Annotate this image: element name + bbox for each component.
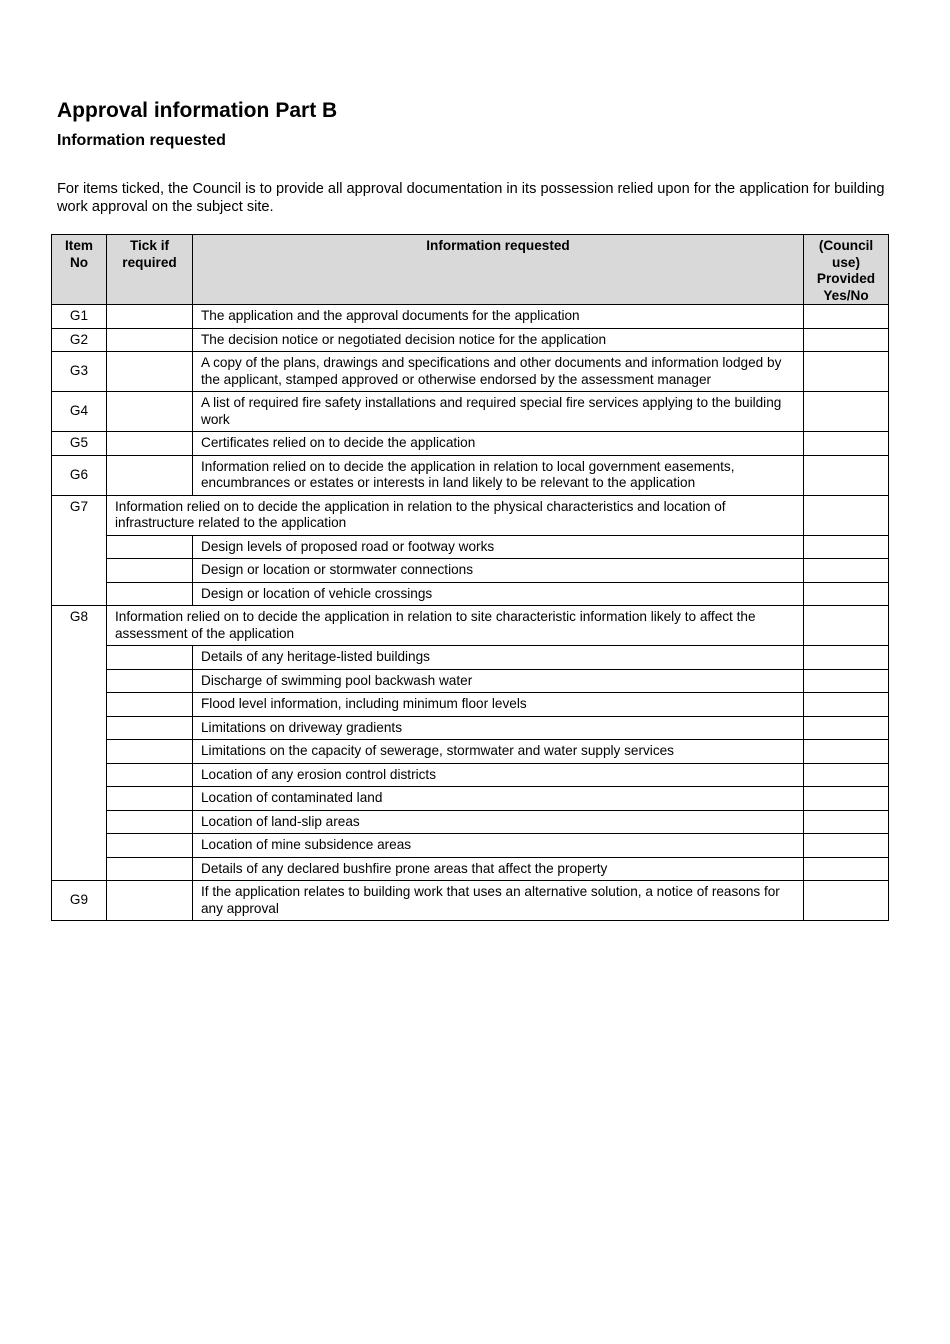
info-text: Location of mine subsidence areas — [193, 834, 804, 858]
info-text: Location of any erosion control districts — [193, 763, 804, 787]
header-tick — [107, 235, 193, 305]
table-row — [52, 328, 889, 352]
header-tick-line1: Tick if — [129, 238, 170, 253]
header-information: Information requested — [193, 235, 804, 305]
info-text: Details of any declared bushfire prone areas that affect the property — [193, 857, 804, 881]
tick-cell[interactable] — [107, 646, 193, 670]
provided-cell[interactable] — [804, 535, 889, 559]
tick-cell[interactable] — [107, 455, 193, 495]
tick-cell[interactable] — [107, 432, 193, 456]
provided-cell[interactable] — [804, 646, 889, 670]
table-row — [52, 432, 889, 456]
provided-cell[interactable] — [804, 392, 889, 432]
provided-cell[interactable] — [804, 606, 889, 646]
information-requested-table — [51, 234, 889, 921]
table-subrow — [52, 857, 889, 881]
item-no: G4 — [52, 392, 107, 432]
provided-cell[interactable] — [804, 582, 889, 606]
header-provided-line4: Yes/No — [823, 287, 869, 303]
table-subrow — [52, 582, 889, 606]
info-text: If the application relates to building work that uses an alternative solution, a notice of reasons for any approval — [193, 881, 804, 921]
tick-cell[interactable] — [107, 763, 193, 787]
tick-cell[interactable] — [107, 716, 193, 740]
item-no: G2 — [52, 328, 107, 352]
info-text: Discharge of swimming pool backwash water — [193, 669, 804, 693]
info-text: A list of required fire safety installations and required special fire services applying to the building work — [193, 392, 804, 432]
info-text: Information relied on to decide the application in relation to local government easements, encumbrances or estates or interests in land likely to be relevant to the application — [193, 455, 804, 495]
info-text: Design or location or stormwater connections — [193, 559, 804, 583]
item-no: G5 — [52, 432, 107, 456]
header-item-no-line1: Item — [65, 238, 93, 253]
info-text: Design levels of proposed road or footway works — [193, 535, 804, 559]
table-subrow — [52, 810, 889, 834]
intro-paragraph: For items ticked, the Council is to provide all approval documentation in its possession relied upon for the application for building work approval on the subject site. — [57, 181, 885, 215]
tick-cell[interactable] — [107, 392, 193, 432]
table-row — [52, 305, 889, 329]
provided-cell[interactable] — [804, 328, 889, 352]
table-subrow — [52, 535, 889, 559]
table-row — [52, 352, 889, 392]
tick-cell[interactable] — [107, 881, 193, 921]
tick-cell[interactable] — [107, 740, 193, 764]
provided-cell[interactable] — [804, 495, 889, 535]
header-provided-line1: (Council — [818, 238, 874, 253]
table-subrow — [52, 763, 889, 787]
provided-cell[interactable] — [804, 305, 889, 329]
provided-cell[interactable] — [804, 881, 889, 921]
provided-cell[interactable] — [804, 740, 889, 764]
page-title-part: Part B — [275, 99, 338, 122]
header-item-no-line2: No — [69, 254, 89, 270]
provided-cell[interactable] — [804, 834, 889, 858]
provided-cell[interactable] — [804, 857, 889, 881]
tick-cell[interactable] — [107, 857, 193, 881]
page-title-main: Approval information — [57, 99, 270, 122]
header-provided-line3: Provided — [816, 271, 876, 286]
provided-cell[interactable] — [804, 810, 889, 834]
info-text: The application and the approval documents for the application — [193, 305, 804, 329]
header-item-no — [52, 235, 107, 305]
table-subrow — [52, 693, 889, 717]
tick-cell[interactable] — [107, 787, 193, 811]
info-text: Location of land-slip areas — [193, 810, 804, 834]
table-subrow — [52, 787, 889, 811]
provided-cell[interactable] — [804, 716, 889, 740]
table-subrow — [52, 559, 889, 583]
table-subrow — [52, 716, 889, 740]
tick-cell[interactable] — [107, 582, 193, 606]
table-header-row — [52, 235, 889, 305]
info-text: Limitations on driveway gradients — [193, 716, 804, 740]
page-subtitle: Information requested — [57, 132, 226, 149]
provided-cell[interactable] — [804, 455, 889, 495]
provided-cell[interactable] — [804, 559, 889, 583]
item-no: G3 — [52, 352, 107, 392]
item-no: G9 — [52, 881, 107, 921]
tick-cell[interactable] — [107, 305, 193, 329]
info-text: Flood level information, including minimum floor levels — [193, 693, 804, 717]
header-provided-line2: use) — [832, 254, 860, 270]
item-no: G6 — [52, 455, 107, 495]
table-row — [52, 455, 889, 495]
info-text: Location of contaminated land — [193, 787, 804, 811]
table-row — [52, 495, 889, 535]
item-no: G1 — [52, 305, 107, 329]
table-row — [52, 606, 889, 646]
provided-cell[interactable] — [804, 432, 889, 456]
table-subrow — [52, 646, 889, 670]
header-provided — [804, 235, 889, 305]
tick-cell[interactable] — [107, 693, 193, 717]
group-heading: Information relied on to decide the application in relation to site characteristic information likely to affect the assessment of the application — [107, 606, 804, 646]
table-subrow — [52, 669, 889, 693]
page-title — [57, 99, 337, 123]
tick-cell[interactable] — [107, 535, 193, 559]
info-text: A copy of the plans, drawings and specifications and other documents and information lodged by the applicant, stamped approved or otherwise endorsed by the assessment manager — [193, 352, 804, 392]
item-no: G8 — [52, 606, 107, 881]
item-no: G7 — [52, 495, 107, 606]
provided-cell[interactable] — [804, 763, 889, 787]
header-tick-line2: required — [122, 254, 177, 270]
provided-cell[interactable] — [804, 669, 889, 693]
table-row — [52, 881, 889, 921]
tick-cell[interactable] — [107, 559, 193, 583]
info-text: Design or location of vehicle crossings — [193, 582, 804, 606]
provided-cell[interactable] — [804, 787, 889, 811]
tick-cell[interactable] — [107, 834, 193, 858]
provided-cell[interactable] — [804, 693, 889, 717]
table-subrow — [52, 834, 889, 858]
info-text: The decision notice or negotiated decision notice for the application — [193, 328, 804, 352]
table-row — [52, 392, 889, 432]
tick-cell[interactable] — [107, 669, 193, 693]
tick-cell[interactable] — [107, 352, 193, 392]
info-text: Details of any heritage-listed buildings — [193, 646, 804, 670]
info-text: Certificates relied on to decide the application — [193, 432, 804, 456]
table-subrow — [52, 740, 889, 764]
info-text: Limitations on the capacity of sewerage, stormwater and water supply services — [193, 740, 804, 764]
provided-cell[interactable] — [804, 352, 889, 392]
group-heading: Information relied on to decide the application in relation to the physical characteristics and location of infrastructure related to the application — [107, 495, 804, 535]
tick-cell[interactable] — [107, 328, 193, 352]
tick-cell[interactable] — [107, 810, 193, 834]
